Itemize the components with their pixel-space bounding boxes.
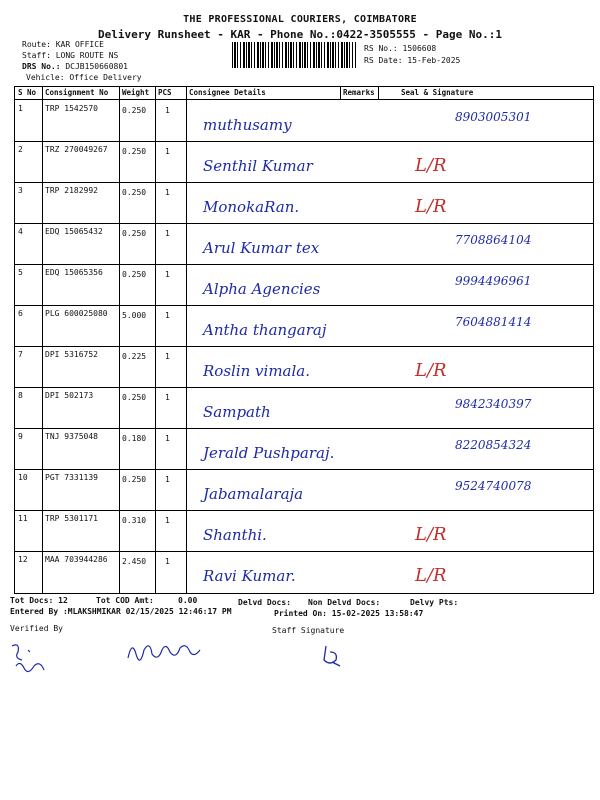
row-consignment: TNJ 9375048 — [45, 432, 98, 441]
row-signature: 8903005301 — [455, 110, 532, 124]
barcode — [232, 42, 356, 68]
row-consignment: TRP 2182992 — [45, 186, 98, 195]
verified-by-label: Verified By — [10, 624, 63, 633]
row-sno: 9 — [18, 432, 23, 441]
row-sno: 1 — [18, 104, 23, 113]
row-divider — [15, 469, 593, 470]
row-consignee: Jerald Pushparaj. — [203, 444, 335, 462]
vehicle: Vehicle: Office Delivery — [26, 73, 142, 82]
grid-line — [42, 87, 43, 593]
row-weight: 0.250 — [122, 393, 147, 402]
row-signature: L/R — [415, 565, 447, 586]
total-cod-amount: 0.00 — [178, 596, 198, 605]
row-signature: L/R — [415, 196, 447, 217]
delivered-docs: Delvd Docs: — [238, 598, 291, 607]
staff-signature — [318, 642, 348, 670]
row-weight: 2.450 — [122, 557, 147, 566]
row-signature: 7604881414 — [455, 315, 532, 329]
row-divider — [15, 346, 593, 347]
row-consignment: PLG 600025080 — [45, 309, 108, 318]
entered-by: Entered By :MLAKSHMIKAR 02/15/2025 12:46:17 PM — [10, 607, 232, 616]
row-signature: L/R — [415, 360, 447, 381]
row-consignment: PGT 7331139 — [45, 473, 98, 482]
row-consignee: Jabamalaraja — [203, 485, 304, 503]
runsheet-title: Delivery Runsheet - KAR - Phone No.:0422-3505555 - Page No.:1 — [98, 28, 502, 41]
row-sno: 11 — [18, 514, 28, 523]
row-consignment: TRP 5301171 — [45, 514, 98, 523]
row-signature: L/R — [415, 524, 447, 545]
row-signature: 8220854324 — [455, 438, 532, 452]
route: Route: KAR OFFICE — [22, 40, 104, 49]
row-divider — [15, 387, 593, 388]
row-weight: 0.310 — [122, 516, 147, 525]
row-sno: 12 — [18, 555, 28, 564]
row-divider — [15, 510, 593, 511]
row-sno: 5 — [18, 268, 23, 277]
row-consignment: EDQ 15065356 — [45, 268, 103, 277]
row-consignee: Arul Kumar tex — [203, 239, 320, 257]
row-pcs: 1 — [165, 352, 170, 361]
row-pcs: 1 — [165, 147, 170, 156]
company-name: THE PROFESSIONAL COURIERS, COIMBATORE — [183, 14, 417, 25]
row-sno: 8 — [18, 391, 23, 400]
row-sno: 3 — [18, 186, 23, 195]
row-consignment: MAA 703944286 — [45, 555, 108, 564]
row-divider — [15, 551, 593, 552]
header-rule — [15, 99, 593, 100]
row-weight: 5.000 — [122, 311, 147, 320]
col-consignment: Consignment No — [45, 88, 109, 97]
col-seal-signature: Seal & Signature — [401, 88, 474, 97]
row-signature: L/R — [415, 155, 447, 176]
row-pcs: 1 — [165, 516, 170, 525]
row-signature: 9842340397 — [455, 397, 532, 411]
row-signature: 9994496961 — [455, 274, 532, 288]
row-weight: 0.250 — [122, 475, 147, 484]
non-delivered-docs: Non Delvd Docs: — [308, 598, 381, 607]
row-pcs: 1 — [165, 475, 170, 484]
row-sno: 4 — [18, 227, 23, 236]
col-remarks: Remarks — [343, 88, 375, 97]
row-sno: 7 — [18, 350, 23, 359]
row-pcs: 1 — [165, 229, 170, 238]
drs-label: DRS No.: — [22, 62, 61, 71]
row-signature: 7708864104 — [455, 233, 532, 247]
drs-value: DCJB150660801 — [65, 62, 128, 71]
row-pcs: 1 — [165, 188, 170, 197]
row-consignee: MonokaRan. — [203, 198, 300, 216]
col-sno: S No — [18, 88, 37, 97]
row-consignee: Shanthi. — [203, 526, 267, 544]
row-sno: 10 — [18, 473, 28, 482]
delivery-points: Delvy Pts: — [410, 598, 459, 607]
staff: Staff: LONG ROUTE NS — [22, 51, 119, 60]
col-weight: Weight — [122, 88, 150, 97]
row-weight: 0.250 — [122, 188, 147, 197]
row-weight: 0.180 — [122, 434, 147, 443]
row-divider — [15, 223, 593, 224]
row-pcs: 1 — [165, 557, 170, 566]
row-consignee: muthusamy — [203, 116, 292, 134]
grid-line — [378, 87, 379, 99]
row-pcs: 1 — [165, 106, 170, 115]
drs-number — [22, 62, 128, 71]
row-sno: 2 — [18, 145, 23, 154]
verifier-initials — [8, 640, 68, 682]
row-divider — [15, 428, 593, 429]
grid-line — [119, 87, 120, 593]
verifier-signature — [126, 636, 206, 666]
rs-number: RS No.: 1506608 — [364, 44, 437, 53]
row-consignment: DPI 5316752 — [45, 350, 98, 359]
total-docs: Tot Docs: 12 — [10, 596, 68, 605]
grid-line — [186, 87, 187, 593]
row-consignment: TRZ 270049267 — [45, 145, 108, 154]
row-consignee: Roslin vimala. — [203, 362, 310, 380]
staff-signature-label: Staff Signature — [272, 626, 345, 635]
row-pcs: 1 — [165, 311, 170, 320]
row-pcs: 1 — [165, 393, 170, 402]
row-consignee: Antha thangaraj — [203, 321, 327, 339]
rs-date: RS Date: 15-Feb-2025 — [364, 56, 461, 65]
row-weight: 0.250 — [122, 106, 147, 115]
runsheet-table — [14, 86, 594, 594]
row-consignee: Senthil Kumar — [203, 157, 313, 175]
row-consignment: EDQ 15065432 — [45, 227, 103, 236]
row-pcs: 1 — [165, 270, 170, 279]
total-cod-label: Tot COD Amt: — [96, 596, 154, 605]
row-weight: 0.250 — [122, 229, 147, 238]
row-consignee: Alpha Agencies — [203, 280, 321, 298]
row-consignment: DPI 502173 — [45, 391, 94, 400]
row-weight: 0.250 — [122, 270, 147, 279]
row-weight: 0.250 — [122, 147, 147, 156]
row-divider — [15, 141, 593, 142]
grid-line — [155, 87, 156, 593]
row-divider — [15, 264, 593, 265]
row-divider — [15, 305, 593, 306]
row-sno: 6 — [18, 309, 23, 318]
printed-on: Printed On: 15-02-2025 13:58:47 — [274, 609, 424, 618]
row-signature: 9524740078 — [455, 479, 532, 493]
grid-line — [340, 87, 341, 99]
col-consignee: Consignee Details — [189, 88, 266, 97]
row-consignment: TRP 1542570 — [45, 104, 98, 113]
row-divider — [15, 182, 593, 183]
row-pcs: 1 — [165, 434, 170, 443]
row-consignee: Ravi Kumar. — [203, 567, 296, 585]
row-weight: 0.225 — [122, 352, 147, 361]
col-pcs: PCS — [158, 88, 172, 97]
row-consignee: Sampath — [203, 403, 271, 421]
